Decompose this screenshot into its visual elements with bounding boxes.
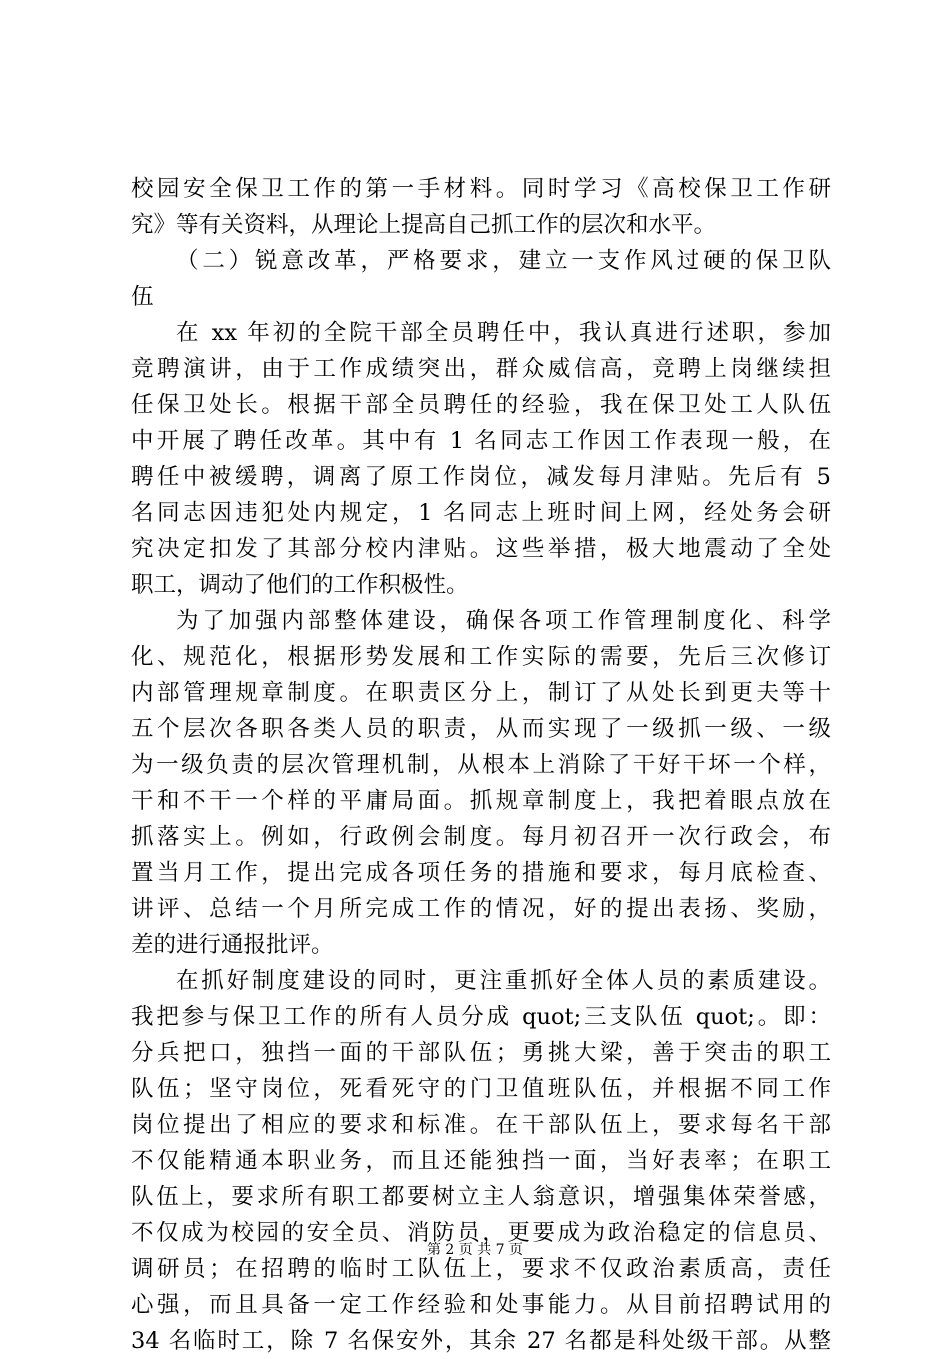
text-line: 不仅能精通本职业务，而且还能独挡一面，当好表率；在职工: [131, 1148, 831, 1174]
text-line: 中开展了聘任改革。其中有 1 名同志工作因工作表现一般，在: [131, 428, 831, 454]
text-line: 在抓好制度建设的同时，更注重抓好全体人员的素质建设。: [176, 968, 831, 994]
text-line: 聘任中被缓聘，调离了原工作岗位，减发每月津贴。先后有 5: [131, 464, 831, 490]
text-line: 分兵把口，独挡一面的干部队伍；勇挑大梁，善于突击的职工: [131, 1040, 831, 1066]
section-heading-cont: 伍: [131, 284, 154, 310]
text-line: 职工，调动了他们的工作积极性。: [131, 572, 469, 598]
text-line: 内部管理规章制度。在职责区分上，制订了从处长到更夫等十: [131, 680, 831, 706]
text-line: 队伍；坚守岗位，死看死守的门卫值班队伍，并根据不同工作: [131, 1076, 831, 1102]
text-line: 竞聘演讲，由于工作成绩突出，群众威信高，竞聘上岗继续担: [131, 356, 831, 382]
page-number: 第 2 页 共 7 页: [426, 1242, 524, 1258]
text-line: 置当月工作，提出完成各项任务的措施和要求，每月底检查、: [131, 860, 831, 886]
page-footer: [0, 1240, 950, 1260]
body-text: [131, 171, 831, 1359]
text-line: 任保卫处长。根据干部全员聘任的经验，我在保卫处工人队伍: [131, 392, 831, 418]
text-line: 抓落实上。例如，行政例会制度。每月初召开一次行政会，布: [131, 824, 831, 850]
section-heading: （二）锐意改革，严格要求，建立一支作风过硬的保卫队: [176, 248, 831, 274]
text-line: 为了加强内部整体建设，确保各项工作管理制度化、科学: [176, 608, 831, 634]
text-line: 我把参与保卫工作的所有人员分成 quot;三支队伍 quot;。即：: [131, 1004, 831, 1030]
text-line: 差的进行通报批评。: [131, 932, 334, 958]
text-line: 五个层次各职各类人员的职责，从而实现了一级抓一级、一级: [131, 716, 831, 742]
text-line: 校园安全保卫工作的第一手材料。同时学习《高校保卫工作研: [131, 176, 831, 202]
text-line: 心强，而且具备一定工作经验和处事能力。从目前招聘试用的: [131, 1292, 831, 1318]
text-line: 究》等有关资料，从理论上提高自己抓工作的层次和水平。: [131, 212, 717, 238]
text-line: 调研员；在招聘的临时工队伍上，要求不仅政治素质高，责任: [131, 1256, 831, 1282]
text-line: 队伍上，要求所有职工都要树立主人翁意识，增强集体荣誉感，: [131, 1184, 831, 1210]
text-line: 不仅成为校园的安全员、消防员，更要成为政治稳定的信息员、: [131, 1220, 831, 1246]
text-line: 化、规范化，根据形势发展和工作实际的需要，先后三次修订: [131, 644, 831, 670]
text-line: 在 xx 年初的全院干部全员聘任中，我认真进行述职，参加: [176, 320, 831, 346]
text-line: 为一级负责的层次管理机制，从根本上消除了干好干坏一个样，: [131, 752, 831, 778]
text-line: 岗位提出了相应的要求和标准。在干部队伍上，要求每名干部: [131, 1112, 831, 1138]
text-line: 34 名临时工，除 7 名保安外，其余 27 名都是科处级干部。从整: [131, 1328, 831, 1354]
text-line: 讲评、总结一个月所完成工作的情况，好的提出表扬、奖励，: [131, 896, 831, 922]
text-line: 名同志因违犯处内规定，1 名同志上班时间上网，经处务会研: [131, 500, 831, 526]
text-line: 究决定扣发了其部分校内津贴。这些举措，极大地震动了全处: [131, 536, 831, 562]
text-line: 干和不干一个样的平庸局面。抓规章制度上，我把着眼点放在: [131, 788, 831, 814]
